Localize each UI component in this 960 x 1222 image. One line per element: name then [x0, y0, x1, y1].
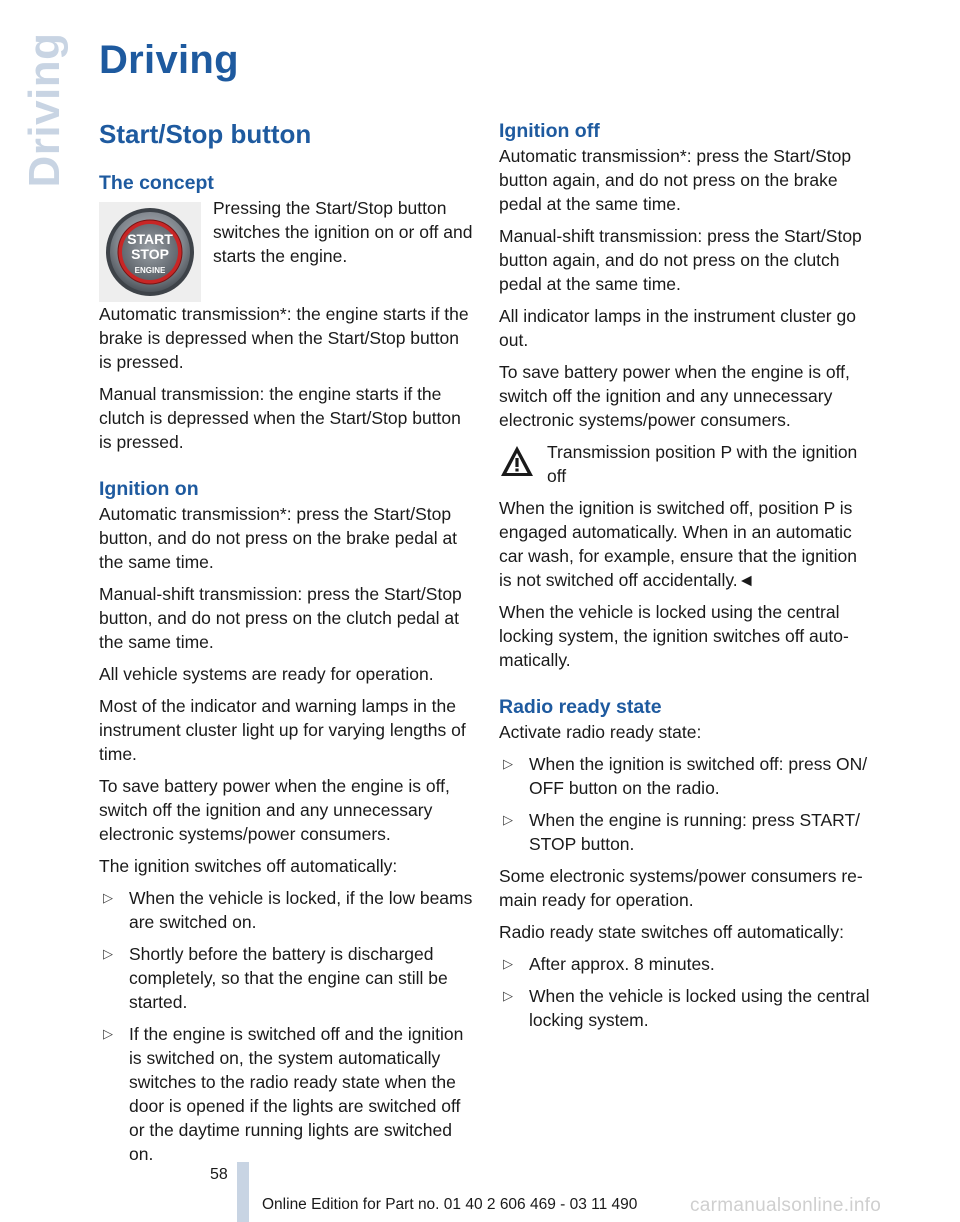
list-item: ▷ When the vehicle is locked, if the low beams are switched on.: [103, 888, 473, 932]
image-label-start: START: [127, 231, 173, 247]
ignition-on-paragraph: Manual-shift transmission: press the Start/Stop button, and do not press on the clutch pedal at the same time.: [99, 584, 462, 652]
bullet-triangle-icon: ▷: [503, 956, 513, 971]
bullet-triangle-icon: ▷: [503, 812, 513, 827]
concept-paragraph: Manual transmission: the engine starts if the clutch is depressed when the Start/Stop button is pressed.: [99, 384, 461, 452]
bullet-triangle-icon: ▷: [103, 1026, 113, 1041]
ignition-off-heading: Ignition off: [499, 120, 600, 142]
list-item: ▷ When the ignition is switched off: press ON/ OFF button on the radio.: [503, 754, 868, 798]
warning-triangle-icon: [499, 444, 535, 478]
radio-ready-paragraph: Some electronic systems/power consumers remain ready for operation.: [499, 866, 863, 910]
ignition-on-paragraph: Most of the indicator and warning lamps in the instrument cluster light up for varying lengths of time.: [99, 696, 466, 764]
ignition-on-paragraph: Automatic transmission*: press the Start/Stop button, and do not press on the brake pedal at the same time.: [99, 504, 458, 572]
page-number: 58: [210, 1166, 228, 1183]
warning-title: Transmission position P with the ignition off: [547, 442, 858, 486]
start-stop-button-icon: [99, 202, 201, 302]
ignition-on-paragraph: All vehicle systems are ready for operation.: [99, 664, 434, 684]
side-chapter-tab: [20, 32, 69, 188]
watermark: carmanualsonline.info: [690, 1195, 882, 1216]
list-item: ▷ When the vehicle is locked using the central locking system.: [503, 986, 870, 1030]
concept-heading: The concept: [99, 172, 214, 194]
footer-bar: [237, 1162, 249, 1222]
ignition-on-paragraph: To save battery power when the engine is off, switch off the ignition and any unnecessary electronic systems/power consumers.: [99, 776, 450, 844]
side-chapter-tab-label: Driving: [20, 32, 69, 188]
radio-ready-paragraph: Activate radio ready state:: [499, 722, 702, 742]
list-item: ▷ Shortly before the battery is discharged completely, so that the engine can still be started.: [103, 944, 448, 1012]
right-column: [499, 118, 873, 1040]
warning-box: [499, 440, 873, 488]
bullet-triangle-icon: ▷: [103, 890, 113, 905]
radio-activate-list: [499, 752, 873, 856]
list-item: ▷ After approx. 8 minutes.: [503, 954, 715, 974]
radio-ready-heading: Radio ready state: [499, 696, 662, 718]
radio-ready-paragraph: Radio ready state switches off automatically:: [499, 922, 844, 942]
warning-body: When the ignition is switched off, position P is engaged automatically. When in an automatic car wash, for example, ensure that the ignition is not switched off accidentally.◄: [499, 498, 857, 590]
bullet-triangle-icon: ▷: [503, 988, 513, 1003]
ignition-off-paragraph: When the vehicle is locked using the central locking system, the ignition switches off automatically.: [499, 602, 849, 670]
ignition-off-paragraph: All indicator lamps in the instrument cluster go out.: [499, 306, 856, 350]
concept-paragraph: Automatic transmission*: the engine starts if the brake is depressed when the Start/Stop button is pressed.: [99, 304, 469, 372]
list-item: ▷ When the engine is running: press START/ STOP button.: [503, 810, 861, 854]
bullet-triangle-icon: ▷: [103, 946, 113, 961]
ignition-off-paragraph: Manual-shift transmission: press the Start/Stop button again, and do not press on the clutch pedal at the same time.: [499, 226, 862, 294]
ignition-on-heading: Ignition on: [99, 478, 199, 500]
ignition-off-paragraph: To save battery power when the engine is off, switch off the ignition and any unnecessary electronic systems/power consumers.: [499, 362, 850, 430]
online-edition-note: Online Edition for Part no. 01 40 2 606 469 - 03 11 490: [262, 1196, 638, 1213]
list-item: ▷ If the engine is switched off and the ignition is switched on, the system automatically switches to the radio ready state when the door is opened if the lights are switched off or the daytime running lights are switched on.: [103, 1024, 464, 1164]
left-column: [99, 118, 473, 1174]
start-stop-button-image: [99, 202, 201, 302]
bullet-triangle-icon: ▷: [503, 756, 513, 771]
section-title: Start/Stop button: [99, 119, 312, 149]
concept-paragraph: Pressing the Start/Stop button switches the ignition on or off and starts the engine.: [213, 198, 473, 266]
chapter-title: Driving: [99, 38, 239, 82]
concept-intro-text: [213, 196, 473, 302]
radio-off-list: [499, 952, 873, 1032]
concept-intro: [99, 196, 473, 302]
auto-off-list: [99, 886, 473, 1166]
image-label-engine: ENGINE: [134, 266, 166, 275]
ignition-on-paragraph: The ignition switches off automatically:: [99, 856, 398, 876]
ignition-off-paragraph: Automatic transmission*: press the Start/Stop button again, and do not press on the brake pedal at the same time.: [499, 146, 852, 214]
image-label-stop: STOP: [131, 246, 169, 262]
